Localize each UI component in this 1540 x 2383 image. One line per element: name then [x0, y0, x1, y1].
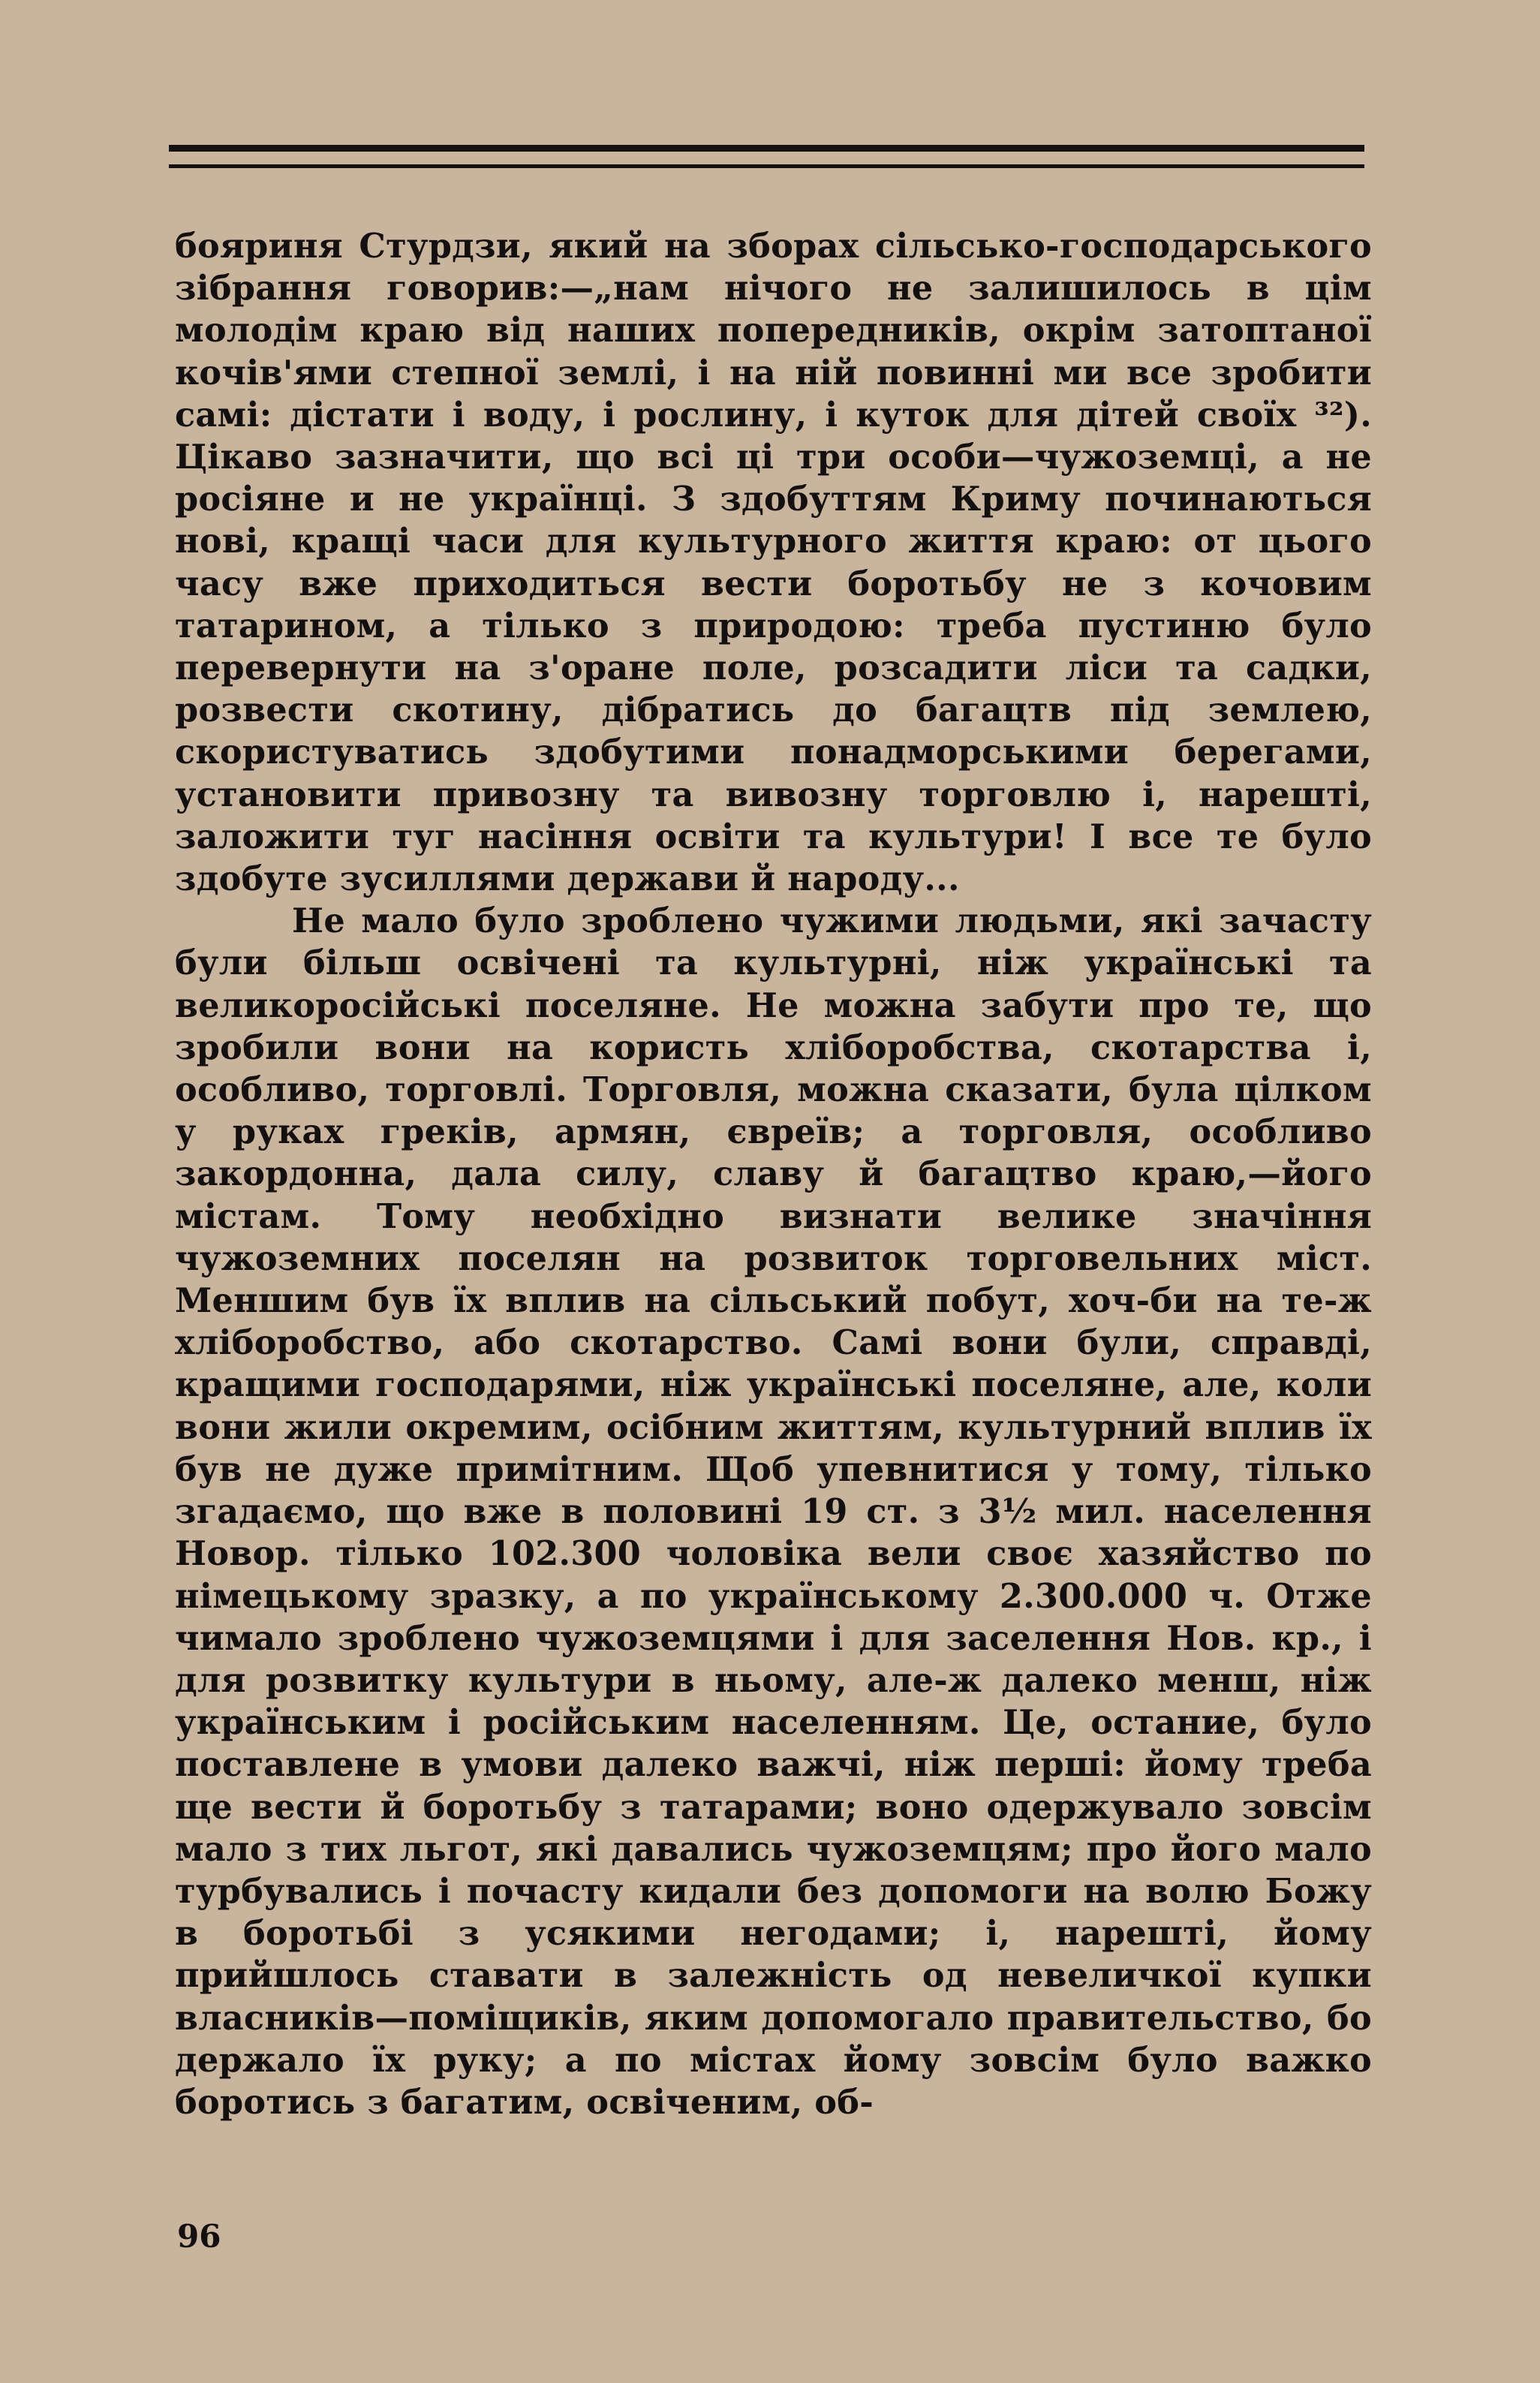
body-text — [175, 225, 1372, 2123]
paragraph-2: Не мало було зроблено чужими людьми, які зачасту були більш освічені та культурні, ніж українські та великоросійські поселяне. Не можна забути про те, що зробили вони на користь хліборобства, скотарства і, особливо, торговлі. Торговля, можна сказати, була цілком у руках греків, армян, євреїв; а торговля, особливо закордонна, дала силу, славу й багацтво краю,—його містам. Тому необхідно визнати велике значіння чужоземних поселян на розвиток торговельних міст. Меншим був їх вплив на сільський побут, хоч-би на те-ж хліборобство, або скотарство. Самі вони були, справді, кращими господарями, ніж українські поселяне, але, коли вони жили окремим, осібним життям, культурний вплив їх був не дуже примітним. Щоб упевнитися у тому, тілько згадаємо, що вже в половині 19 ст. з 3½ мил. населення Новор. тілько 102.300 чоловіка вели своє хазяйство по німецькому зразку, а по українському 2.300.000 ч. Отже чимало зроблено чужоземцями і для заселення Нов. кр., і для розвитку культури в ньому, але-ж далеко менш, ніж українським і російським населенням. Це, остание, було поставлене в умови далеко важчі, ніж перші: йому треба ще вести й боротьбу з татарами; воно одержувало зовсім мало з тих льгот, які давались чужоземцям; про його мало турбувались і почасту кидали без допомоги на волю Божу в боротьбі з усякими негодами; і, нарешті, йому прийшлось ставати в залежність од невеличкої купки власників—поміщиків, яким допомогало правительство, бо держало їх руку; а по містах йому зовсім було важко боротись з багатим, освіченим, об- — [175, 901, 1372, 2122]
page-number: 96 — [177, 2218, 221, 2255]
header-rule-thick — [169, 145, 1364, 152]
header-rule-thin — [169, 164, 1364, 168]
paragraph-1: бояриня Стурдзи, який на зборах сільсько-господарського зібрання говорив:—„нам нічого не залишилось в цім молодім краю від наших попередників, окрім затоптаної кочів'ями степної землі, і на ній повинні ми все зробити самі: дістати і воду, і рослину, і куток для дітей своїх ³²). Цікаво зазначити, що всі ці три особи—чужоземці, а не росіяне и не українці. З здобуттям Криму починаються нові, кращі часи для культурного життя краю: от цього часу вже приходиться вести боротьбу не з кочовим татарином, а тілько з природою: треба пустиню було перевернути на з'оране поле, розсадити ліси та садки, розвести скотину, дібратись до багацтв під землею, скористуватись здобутими понадморськими берегами, установити привозну та вивозну торговлю і, нарешті, заложити туг насіння освіти та культури! І все те було здобуте зусиллями держави й народу... — [175, 227, 1372, 899]
